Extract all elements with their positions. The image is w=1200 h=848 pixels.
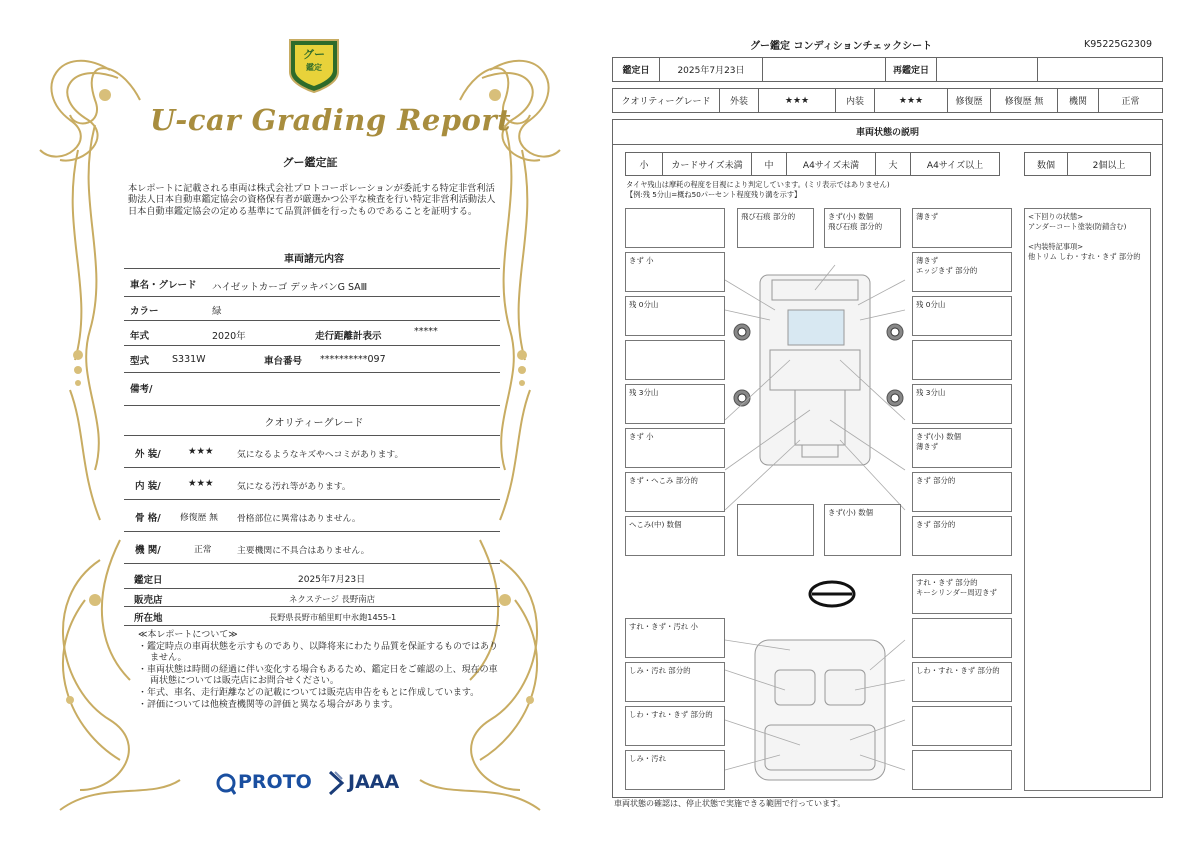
underbody-title: <下回りの状態> xyxy=(1028,212,1084,221)
interior-label: 内装 xyxy=(835,88,875,113)
divider xyxy=(124,372,500,373)
certificate-intro: 本レポートに記載される車両は株式会社プロトコーポレーションが委託する特定非営利活動法人日本自動車鑑定協会の資格保有者が厳選かつ公平な検査を行い特定非営利活動法人日本自動車鑑定協会の定める基準にて品質評価を行ったものであることを証明する。 xyxy=(128,183,496,217)
damage-box: へこみ(中) 数個 xyxy=(625,516,725,556)
report-notes xyxy=(138,630,498,711)
damage-box: きず 部分的 xyxy=(912,516,1012,556)
interior-grade-label: 内 装/ xyxy=(135,481,161,492)
damage-box: きず 小 xyxy=(625,428,725,468)
notes-panel xyxy=(1024,208,1151,791)
divider xyxy=(124,588,500,589)
date-label: 鑑定日 xyxy=(612,57,660,82)
jaaa-logo-icon xyxy=(326,770,346,796)
mileage-label: 走行距離計表示 xyxy=(315,331,382,342)
proto-logo-icon xyxy=(216,773,236,795)
sheet-title: グー鑑定 コンディションチェックシート xyxy=(750,41,933,52)
size-small-desc: カードサイズ未満 xyxy=(662,152,752,176)
divider xyxy=(124,405,500,406)
divider xyxy=(124,296,500,297)
size-mid-desc: A4サイズ未満 xyxy=(786,152,876,176)
damage-box: 飛び石痕 部分的 xyxy=(737,208,814,248)
interior-box: しわ・すれ・きず 部分的 xyxy=(625,706,725,746)
tire-box: 残 3分山 xyxy=(912,384,1012,424)
tire-box: 残 0分山 xyxy=(625,296,725,336)
script-title: U-car Grading Report xyxy=(150,103,512,137)
chassis-label: 車台番号 xyxy=(264,356,303,367)
note-item: ・車両状態は時間の経過に伴い変化する場合もあるため、鑑定日をご確認の上、現在の車両状態については販売店にお問合せください。 xyxy=(138,664,498,687)
sheet-footer: 車両状態の確認は、停止状態で実施できる範囲で行っています。 xyxy=(614,799,846,808)
grade-heading: クオリティーグレード xyxy=(264,418,364,429)
year-value: 2020年 xyxy=(212,331,246,342)
color-label: カラー xyxy=(130,306,159,317)
condition-title: 車両状態の説明 xyxy=(612,119,1163,145)
damage-box: 薄きず エッジきず 部分的 xyxy=(912,252,1012,292)
count-label: 数個 xyxy=(1024,152,1068,176)
remarks-label: 備考/ xyxy=(130,384,153,395)
frame-grade-label: 骨 格/ xyxy=(135,513,161,524)
color-value: 緑 xyxy=(212,306,222,317)
divider xyxy=(124,435,500,436)
tire-box: 残 3分山 xyxy=(625,384,725,424)
repair-value: 修復歴 無 xyxy=(990,88,1058,113)
damage-box xyxy=(912,340,1012,380)
note-item: ・鑑定時点の車両状態を示すものであり、以降将来にわたり品質を保証するものではありません。 xyxy=(138,641,499,664)
frame-grade-value: 修復歴 無 xyxy=(180,513,218,523)
grade-label: クオリティーグレード xyxy=(612,88,720,113)
dealer-value: ネクステージ 長野南店 xyxy=(289,594,375,604)
mileage-value: ***** xyxy=(414,326,438,337)
exterior-grade-label: 外 装/ xyxy=(135,449,161,460)
interior-box: すれ・きず・汚れ 小 xyxy=(625,618,725,658)
damage-box: きず(小) 数個 飛び石痕 部分的 xyxy=(824,208,901,248)
interior-note: 他トリム しわ・すれ・きず 部分的 xyxy=(1028,252,1141,261)
damage-box: きず・へこみ 部分的 xyxy=(625,472,725,512)
interior-box xyxy=(912,706,1012,746)
interior-box: しみ・汚れ 部分的 xyxy=(625,662,725,702)
size-mid: 中 xyxy=(751,152,787,176)
engine-label: 機関 xyxy=(1057,88,1099,113)
exterior-value: ★★★ xyxy=(758,88,836,113)
damage-box: きず(小) 数個 薄きず xyxy=(912,428,1012,468)
engine-grade-value: 正常 xyxy=(194,545,212,555)
proto-logo: PROTO xyxy=(238,771,312,793)
divider xyxy=(124,499,500,500)
interior-box xyxy=(912,618,1012,658)
damage-box: きず 小 xyxy=(625,252,725,292)
name-label: 車名・グレード xyxy=(130,280,197,291)
exterior-grade-desc: 気になるようなキズやヘコミがあります。 xyxy=(237,450,404,460)
repair-label: 修復歴 xyxy=(947,88,991,113)
damage-box xyxy=(625,340,725,380)
damage-box xyxy=(625,208,725,248)
reappraisal-label: 再鑑定日 xyxy=(885,57,937,82)
frame-grade-desc: 骨格部位に異常はありません。 xyxy=(237,514,361,524)
damage-box: きず 部分的 xyxy=(912,472,1012,512)
specs-heading: 車両諸元内容 xyxy=(284,254,344,265)
underbody-note: アンダーコート塗装(防錆含む) xyxy=(1028,222,1127,231)
exterior-grade-value: ★★★ xyxy=(188,446,214,457)
engine-grade-desc: 主要機関に不具合はありません。 xyxy=(237,546,370,556)
interior-box: しみ・汚れ xyxy=(625,750,725,790)
year-label: 年式 xyxy=(130,331,150,342)
jaaa-logo: JAAA xyxy=(348,771,400,793)
damage-box xyxy=(737,504,814,556)
divider xyxy=(124,606,500,607)
interior-value: ★★★ xyxy=(874,88,948,113)
address-label: 所在地 xyxy=(134,613,163,624)
size-large-desc: A4サイズ以上 xyxy=(910,152,1000,176)
date-blank xyxy=(762,57,886,82)
size-large: 大 xyxy=(875,152,911,176)
tire-example: 【例:残 5分山=概ね50パーセント程度残り溝を示す】 xyxy=(626,190,802,199)
name-value: ハイゼットカーゴ デッキバンG SAⅢ xyxy=(212,282,368,293)
divider xyxy=(124,467,500,468)
tire-note: タイヤ残山は摩耗の程度を目視により判定しています。(ミリ表示ではありません) xyxy=(626,180,890,189)
condition-check-sheet xyxy=(600,0,1200,848)
divider xyxy=(124,345,500,346)
damage-box: 薄きず xyxy=(912,208,1012,248)
reappraisal-blank xyxy=(1037,57,1163,82)
address-value: 長野県長野市稲里町中氷鉋1455-1 xyxy=(269,612,397,622)
date-value: 2025年7月23日 xyxy=(298,575,366,585)
notes-title: ≪本レポートについて≫ xyxy=(138,630,238,640)
certificate-title: グー鑑定証 xyxy=(282,156,338,169)
divider xyxy=(124,625,500,626)
divider xyxy=(124,531,500,532)
reappraisal-value xyxy=(936,57,1038,82)
date-value: 2025年7月23日 xyxy=(659,57,763,82)
model-label: 型式 xyxy=(130,356,150,367)
interior-box xyxy=(912,750,1012,790)
size-small: 小 xyxy=(625,152,663,176)
note-item: ・評価については他検査機関等の評価と異なる場合があります。 xyxy=(138,699,399,710)
exterior-label: 外装 xyxy=(719,88,759,113)
interior-notes-title: <内装特記事項> xyxy=(1028,242,1084,251)
damage-box: きず(小) 数個 xyxy=(824,504,901,556)
badge-subtext: 鑑定 xyxy=(306,63,322,72)
count-value: 2個以上 xyxy=(1067,152,1151,176)
engine-grade-label: 機 関/ xyxy=(135,545,161,556)
sheet-id: K95225G2309 xyxy=(1084,39,1152,50)
tire-box: 残 0分山 xyxy=(912,296,1012,336)
interior-box: しわ・すれ・きず 部分的 xyxy=(912,662,1012,702)
date-label: 鑑定日 xyxy=(134,575,163,586)
chassis-value: **********097 xyxy=(320,354,386,365)
divider xyxy=(124,563,500,564)
divider xyxy=(124,268,500,269)
note-item: ・年式、車名、走行距離などの記載については販売店申告をもとに作成しています。 xyxy=(138,687,480,698)
engine-value: 正常 xyxy=(1098,88,1163,113)
interior-grade-value: ★★★ xyxy=(188,478,214,489)
badge-text: グー xyxy=(303,48,325,61)
steering-box: すれ・きず 部分的 キーシリンダー周辺きず xyxy=(912,574,1012,614)
interior-grade-desc: 気になる汚れ等があります。 xyxy=(237,482,351,492)
dealer-label: 販売店 xyxy=(134,595,163,606)
model-value: S331W xyxy=(172,354,206,365)
divider xyxy=(124,320,500,321)
